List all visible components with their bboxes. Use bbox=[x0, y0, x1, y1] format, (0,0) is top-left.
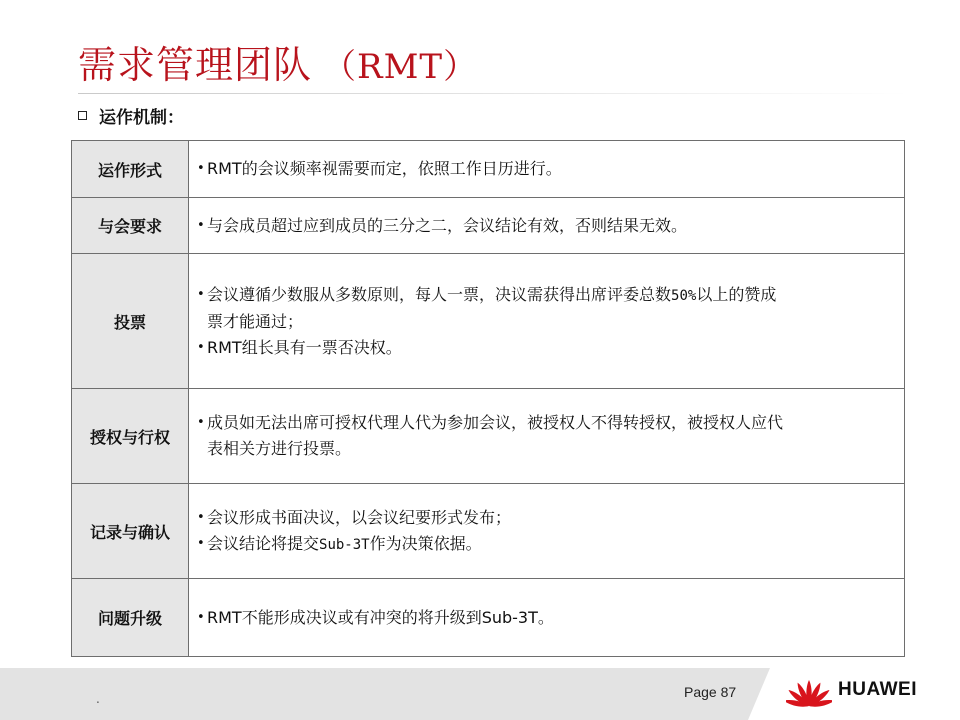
bullet-dot: • bbox=[197, 415, 205, 430]
table-row bbox=[72, 579, 905, 657]
content-text-part: 会议遵循少数服从多数原则，每人一票，决议需获得出席评委总数 bbox=[207, 284, 672, 304]
row-label: 与会要求 bbox=[72, 198, 189, 254]
mechanism-table bbox=[71, 140, 905, 657]
content-line bbox=[197, 156, 892, 182]
row-content bbox=[189, 579, 905, 657]
content-text-part: 票才能通过； bbox=[207, 311, 304, 331]
bullet-dot: • bbox=[197, 609, 205, 625]
huawei-logo bbox=[786, 672, 917, 708]
content-text-part: 成员如无法出席可授权代理人代为参加会议，被授权人不得转授权，被授权人应代 bbox=[207, 413, 784, 432]
content-line bbox=[197, 531, 892, 558]
content-text: RMT的会议频率视需要而定，依照工作日历进行。 bbox=[207, 159, 562, 178]
table-row bbox=[72, 198, 905, 254]
content-line bbox=[197, 605, 892, 631]
brand-name: HUAWEI bbox=[838, 679, 917, 700]
row-label: 记录与确认 bbox=[72, 484, 189, 579]
square-bullet-icon bbox=[78, 111, 87, 120]
content-code: Sub-3T bbox=[319, 536, 370, 553]
section-heading-text: 运作机制： bbox=[99, 108, 184, 128]
title-divider bbox=[78, 93, 908, 94]
content-text bbox=[207, 410, 783, 462]
section-heading bbox=[78, 103, 184, 128]
content-line bbox=[197, 213, 892, 239]
content-text: 与会成员超过应到成员的三分之二，会议结论有效，否则结果无效。 bbox=[207, 215, 688, 235]
slide-title-main: 需求管理团队 bbox=[78, 43, 313, 87]
content-text: RMT组长具有一票否决权。 bbox=[207, 337, 402, 357]
content-text bbox=[207, 531, 482, 558]
row-content bbox=[189, 389, 905, 484]
row-content bbox=[189, 484, 905, 579]
content-text bbox=[207, 282, 776, 335]
table-row bbox=[72, 141, 905, 198]
table-row bbox=[72, 484, 905, 579]
bullet-dot: • bbox=[197, 217, 205, 233]
row-label: 授权与行权 bbox=[72, 389, 189, 484]
bullet-dot: • bbox=[197, 509, 205, 525]
bullet-dot: • bbox=[197, 535, 205, 551]
row-content bbox=[189, 141, 905, 198]
footer-mark: . bbox=[96, 692, 100, 706]
bullet-dot: • bbox=[197, 161, 205, 176]
content-line bbox=[197, 505, 892, 531]
row-label: 问题升级 bbox=[72, 579, 189, 657]
bullet-dot: • bbox=[197, 339, 205, 355]
content-text: RMT不能形成决议或有冲突的将升级到Sub-3T。 bbox=[207, 607, 554, 627]
content-text-part: 会议结论将提交 bbox=[207, 533, 320, 553]
bullet-dot: • bbox=[197, 286, 205, 302]
row-label: 运作形式 bbox=[72, 141, 189, 198]
row-content bbox=[189, 198, 905, 254]
content-line bbox=[197, 410, 892, 462]
table-row bbox=[72, 254, 905, 389]
slide-title-acronym: （RMT） bbox=[322, 47, 479, 87]
slide-title bbox=[78, 34, 478, 89]
content-line bbox=[197, 282, 892, 335]
row-content bbox=[189, 254, 905, 389]
content-text: 会议形成书面决议，以会议纪要形式发布； bbox=[207, 507, 512, 527]
content-text-part: 以上的赞成 bbox=[696, 284, 777, 304]
table-row bbox=[72, 389, 905, 484]
content-text-part: 作为决策依据。 bbox=[369, 533, 482, 553]
row-label: 投票 bbox=[72, 254, 189, 389]
page-number: Page 87 bbox=[684, 684, 737, 700]
huawei-flower-icon bbox=[786, 672, 832, 708]
content-line bbox=[197, 335, 892, 361]
content-text-part: 表相关方进行投票。 bbox=[207, 439, 352, 458]
content-percent: 50% bbox=[671, 287, 697, 304]
